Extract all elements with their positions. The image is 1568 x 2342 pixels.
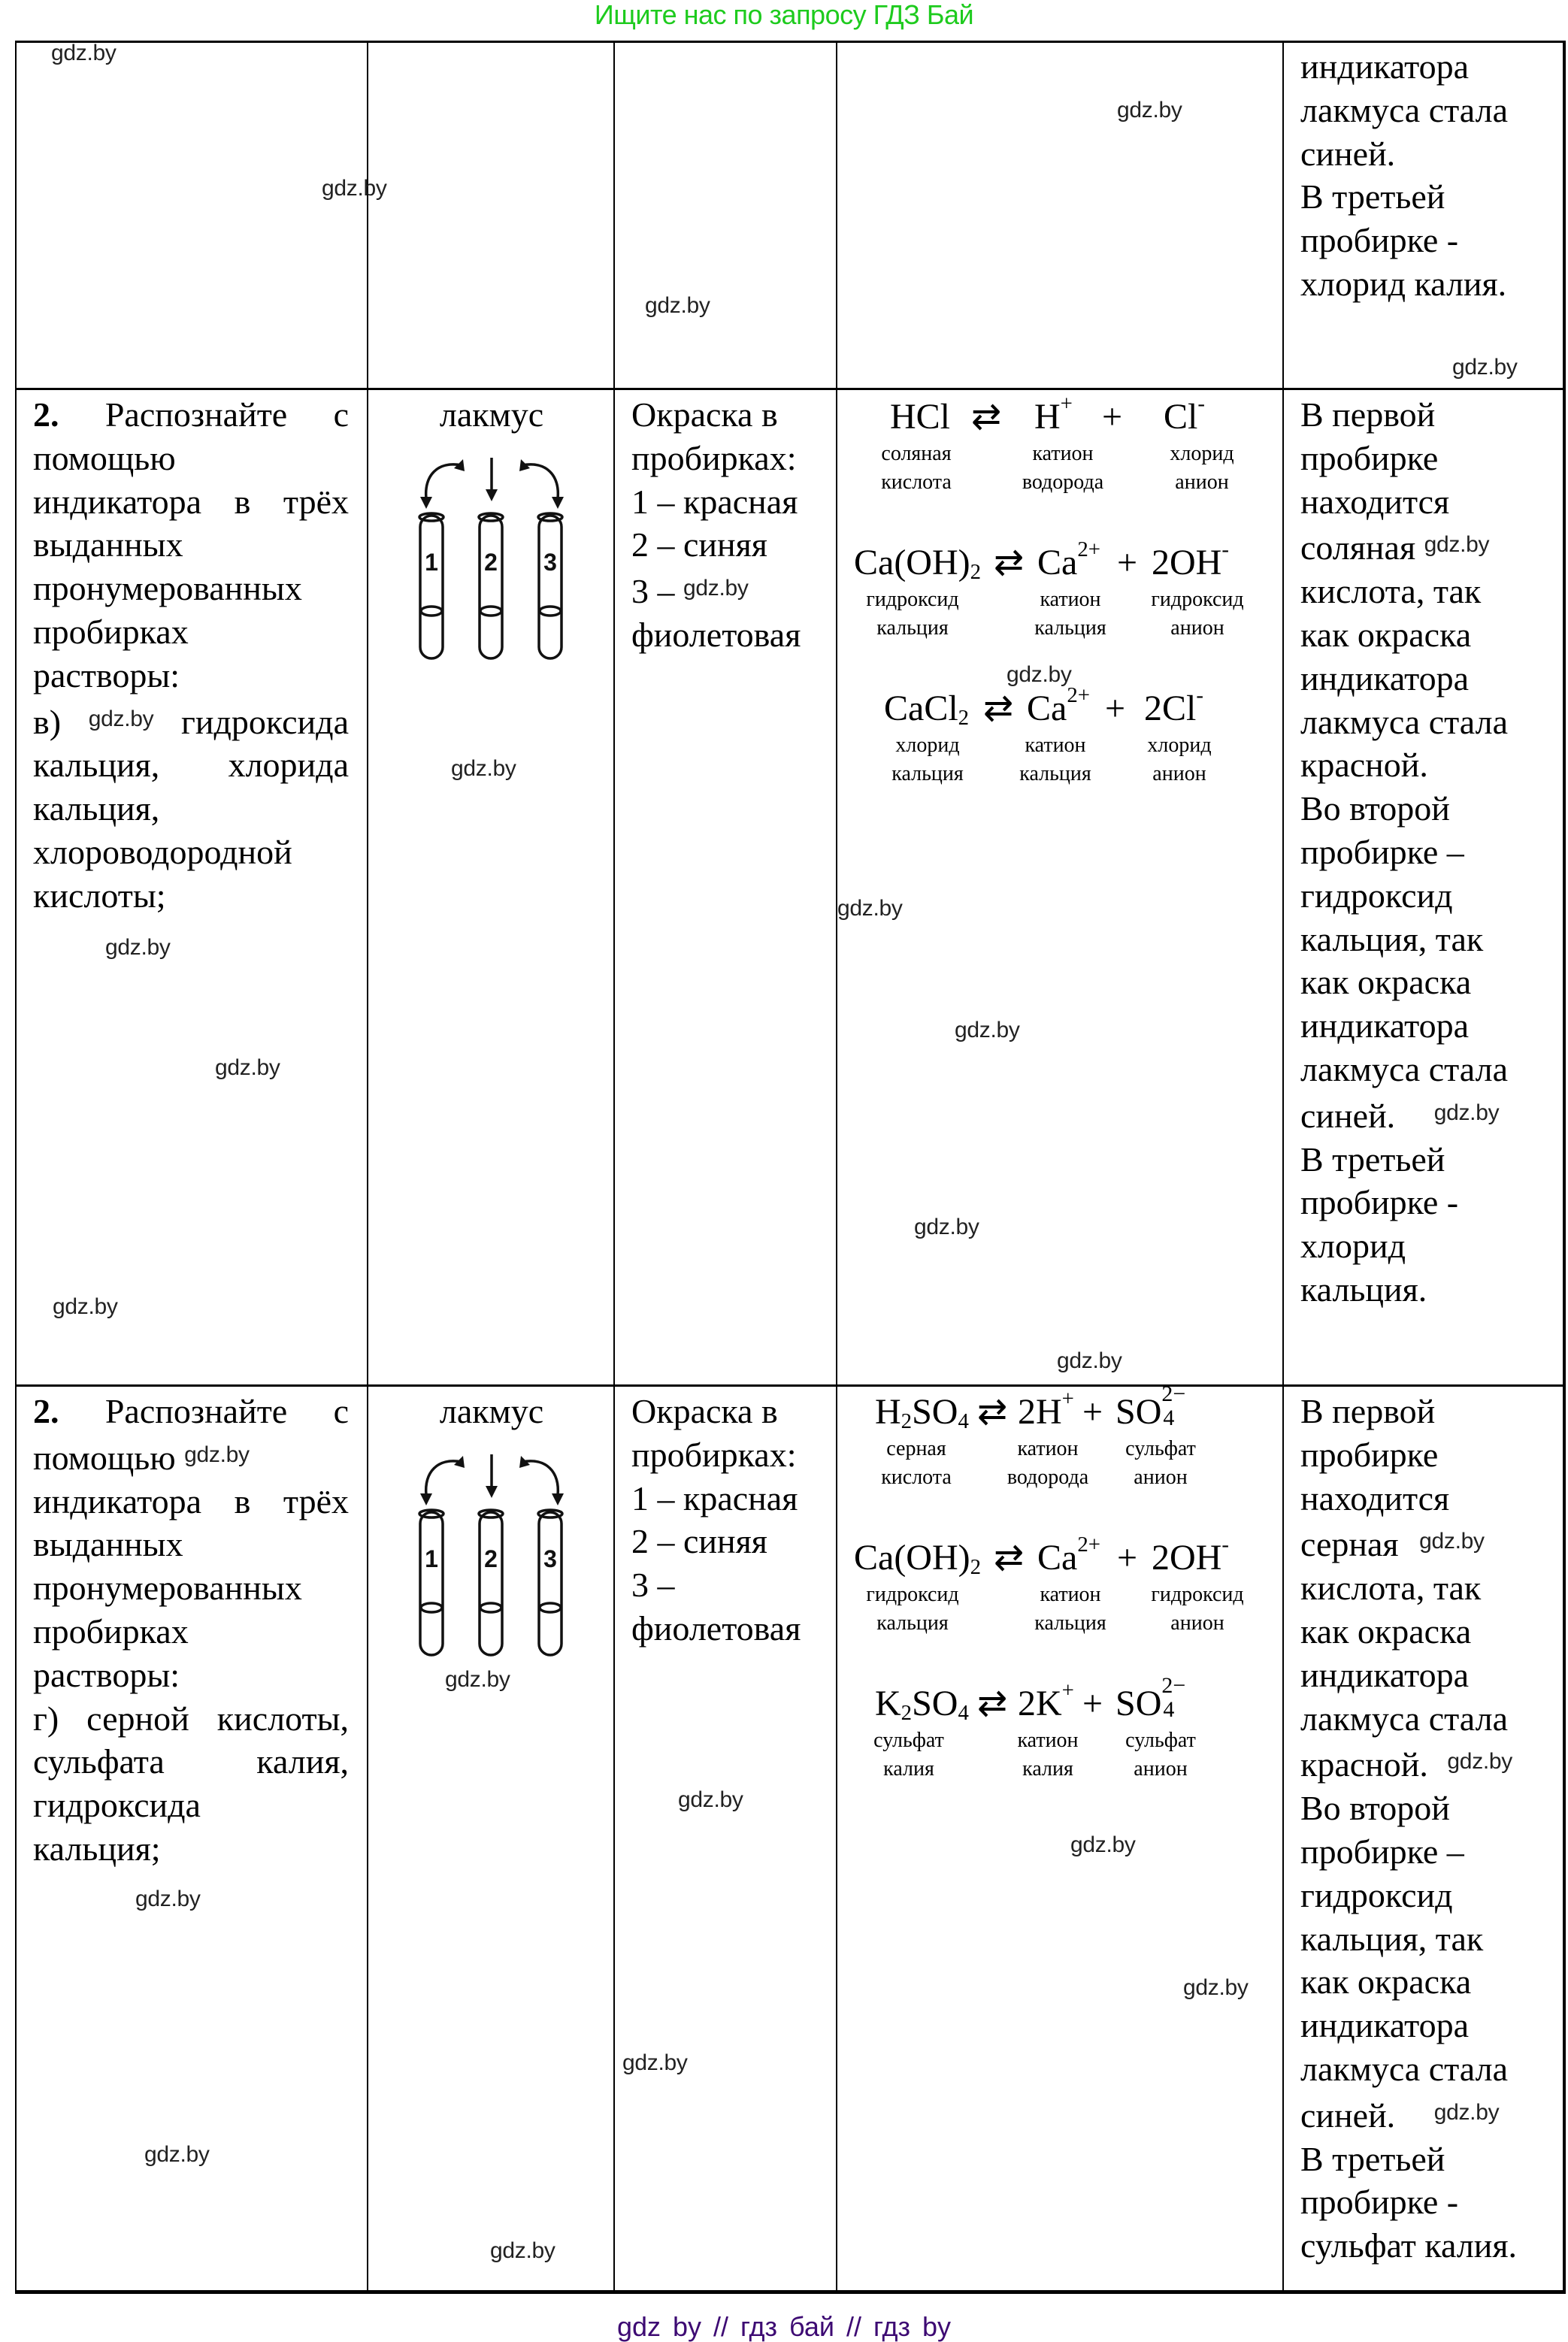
watermark: gdz.by: [1070, 1832, 1136, 1857]
watermark: gdz.by: [215, 1055, 280, 1080]
tube-label-1: 1: [425, 1545, 438, 1572]
row3-reagent-cell: [367, 1384, 613, 2294]
watermark: gdz.by: [105, 935, 171, 960]
watermark: gdz.by: [1419, 1529, 1485, 1554]
row1-equation-cell: [836, 41, 1282, 388]
watermark: gdz.by: [914, 1215, 979, 1239]
tube-label-1: 1: [425, 549, 438, 576]
watermark: gdz.by: [135, 1887, 201, 1911]
row1-task-cell: [15, 41, 367, 388]
search-hint-banner: Ищите нас по запросу ГДЗ Бай: [594, 0, 974, 30]
row1-conclusion-cell: [1282, 41, 1566, 388]
watermark: gdz.by: [1424, 532, 1490, 558]
watermark: gdz.by: [451, 756, 516, 781]
tube-label-3: 3: [543, 1545, 557, 1572]
watermark: gdz.by: [1433, 1100, 1500, 1125]
row1-conclusion-text: индикатора лакмуса стала синей. В третьей пробирке - хлорид калия.: [1300, 47, 1508, 303]
watermark: gdz.by: [144, 2142, 210, 2167]
watermark: gdz.by: [837, 896, 903, 921]
row1-reagent-cell: [367, 41, 613, 388]
watermark: gdz.by: [490, 2238, 555, 2263]
row2-observation-cell: [613, 388, 836, 1384]
watermark: gdz.by: [1452, 355, 1518, 380]
watermark: gdz.by: [1117, 98, 1182, 123]
row1-observation-cell: [613, 41, 836, 388]
watermark: gdz.by: [622, 2050, 688, 2075]
reagent-label: лакмус: [439, 1392, 544, 1430]
watermark: gdz.by: [678, 1787, 743, 1812]
site-footer: gdz by // гдз бай // гдз by: [616, 2311, 952, 2342]
watermark: gdz.by: [445, 1667, 510, 1692]
equation-calcium-hydroxide: $Ca(OH)_2$ ⇄ $Ca^{2+}$ + 2OH- гидроксид кальция катион кальция гидроксид анион: [854, 1533, 1244, 1635]
watermark: gdz.by: [1006, 662, 1072, 687]
row2-task-cell: [15, 388, 367, 1384]
equation-potassium-sulfate: $K_2SO_4$ ⇄ 2K+ + SO 2− 4 сульфат калия катион калия сульфат анион: [873, 1673, 1196, 1781]
watermark: gdz.by: [51, 41, 117, 65]
watermark: gdz.by: [645, 293, 710, 318]
row2-reagent-cell: [367, 388, 613, 1384]
row2-task-text: 2. Распознайте с помощью индикатора в трёх выданных пронумерованных пробирках растворы: в) $^{gdz.by}$ гидроксида кальция, хлорида кальция, хлороводородной кислоты;: [33, 395, 349, 915]
test-tubes-icon: [407, 444, 580, 670]
row3-task-text: 2. Распознайте с помощью $^{gdz.by}$ индикатора в трёх выданных пронумерованных пробирках растворы: г) серной кислоты, сульфата калия, гидроксида кальция;: [33, 1392, 349, 1868]
watermark: gdz.by: [1183, 1975, 1249, 2000]
watermark: gdz.by: [1447, 1749, 1513, 1775]
answer-table: [15, 41, 1566, 2294]
row2-equation-cell: [836, 388, 1282, 1384]
watermark: gdz.by: [53, 1294, 118, 1319]
observation-text: Окраска в пробирках: 1 – красная 2 – синяя 3 – фиолетовая: [631, 1392, 801, 1648]
equation-sulfuric-acid: $H_2SO_4$ ⇄ 2H+ + SO 2− 4 серная кислота катион водорода сульфат анион: [875, 1381, 1196, 1489]
row2-conclusion-cell: [1282, 388, 1566, 1384]
equation-calcium-hydroxide: $Ca(OH)_2$ ⇄ $Ca^{2+}$ + 2OH- гидроксид кальция катион кальция гидроксид анион: [854, 537, 1244, 640]
watermark: gdz.by: [184, 1442, 250, 1467]
row3-conclusion-cell: [1282, 1384, 1566, 2294]
tube-label-2: 2: [484, 1545, 498, 1572]
watermark: gdz.by: [1057, 1348, 1122, 1373]
tube-label-2: 2: [484, 549, 498, 576]
watermark: gdz.by: [683, 576, 749, 601]
test-tubes-icon: [407, 1441, 580, 1666]
equation-calcium-chloride: CaCl$_2$ ⇄ $Ca^{2+}$ + 2Cl- хлорид кальция катион кальция хлорид анион: [884, 683, 1212, 785]
observation-text: Окраска в пробирках: 1 – красная 2 – синяя 3 – $^{gdz.by}$ фиолетовая: [631, 395, 801, 654]
watermark: gdz.by: [1433, 2099, 1500, 2125]
row3-conclusion-text: В первой пробирке находится серная $^{gdz.by}$ кислота, так как окраска индикатора лакмуса стала красной. $^{gdz.by}$ Во второй пробирке – гидроксид кальция, так как окраска индикатора лакмуса стала синей. $^{gdz.by}$ В третьей пробирке - сульфат калия.: [1300, 1392, 1518, 2265]
watermark: gdz.by: [88, 706, 154, 731]
watermark: gdz.by: [955, 1018, 1020, 1042]
row3-equation-cell: [836, 1381, 1282, 2294]
row2-conclusion-text: В первой пробирке находится соляная $^{gdz.by}$ кислота, так как окраска индикатора лакмуса стала красной. Во второй пробирке – гидроксид кальция, так как окраска индикатора лакмуса стала синей. $^{gdz.by}$ В третьей пробирке - хлорид кальция.: [1300, 395, 1508, 1309]
equation-hcl: HCl ⇄ H+ + Cl- соляная кислота катион водорода хлорид анион: [881, 392, 1234, 494]
reagent-label: лакмус: [439, 395, 544, 434]
watermark: gdz.by: [322, 176, 387, 201]
tube-label-3: 3: [543, 549, 557, 576]
row3-observation-cell: [613, 1384, 836, 2294]
